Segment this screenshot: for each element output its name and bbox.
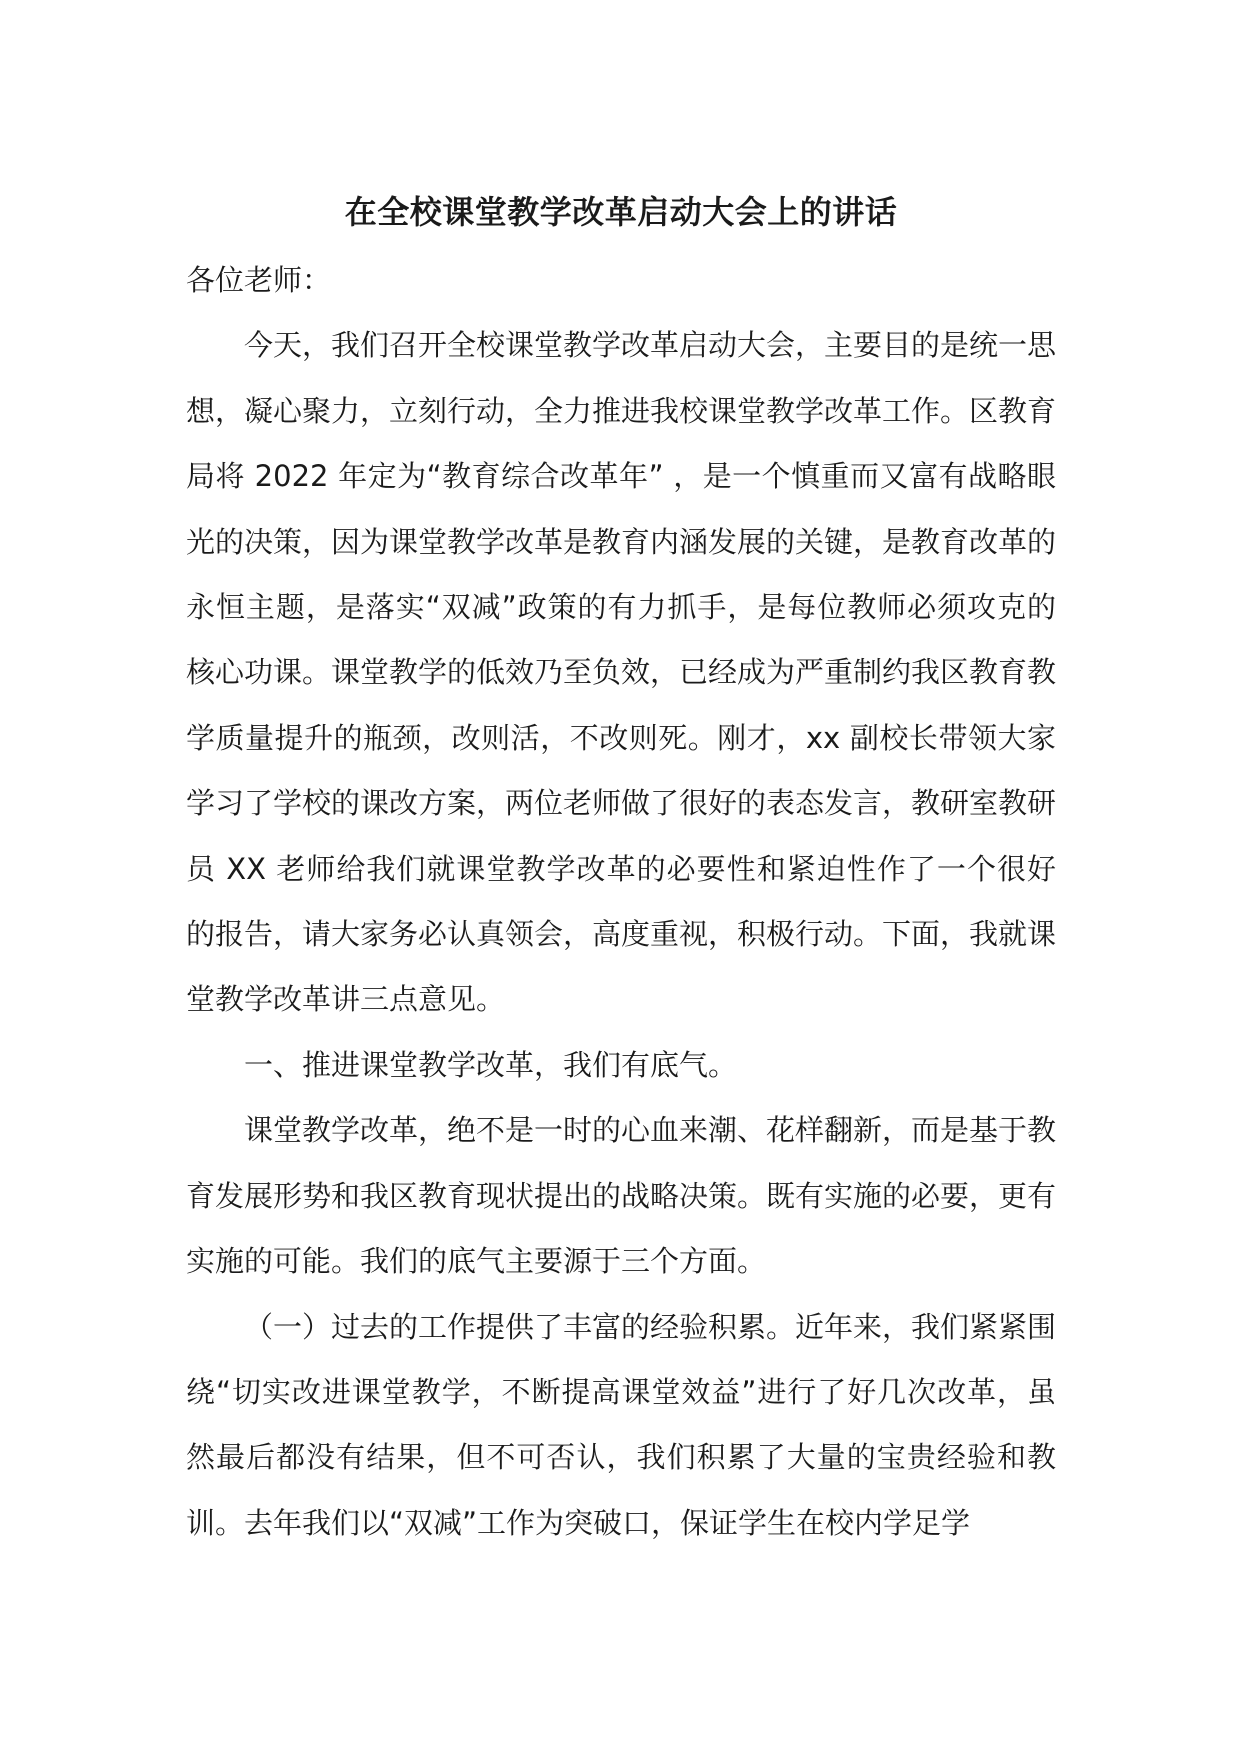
paragraph-section-1-intro: 课堂教学改革，绝不是一时的心血来潮、花样翻新，而是基于教育发展形势和我区教育现状提出的战略决策。既有实施的必要，更有实施的可能。我们的底气主要源于三个方面。 — [186, 1113, 1057, 1279]
document-body — [186, 190, 1056, 1556]
document-title: 在全校课堂教学改革启动大会上的讲话 — [344, 193, 898, 231]
paragraph-subsection-1: （一）过去的工作提供了丰富的经验积累。近年来，我们紧紧围绕“切实改进课堂教学，不断提高课堂效益”进行了好几次改革，虽然最后都没有结果，但不可否认，我们积累了大量的宝贵经验和教训。去年我们以“双减”工作为突破口，保证学生在校内学足学 — [186, 1309, 1057, 1540]
salutation: 各位老师： — [186, 263, 332, 297]
paragraph-opening: 今天，我们召开全校课堂教学改革启动大会，主要目的是统一思想，凝心聚力，立刻行动，全力推进我校课堂教学改革工作。区教育局将 2022 年定为“教育综合改革年” ，是一个慎重而又富有战略眼光的决策，因为课堂教学改革是教育内涵发展的关键，是教育改革的永恒主题，是落实“双减”政策的有力抓手，是每位教师必须攻克的核心功课。课堂教学的低效乃至负效，已经成为严重制约我区教育教学质量提升的瓶颈，改则活，不改则死。刚才，xx 副校长带领大家学习了学校的课改方案，两位老师做了很好的表态发言，教研室教研员 XX 老师给我们就课堂教学改革的必要性和紧迫性作了一个很好的报告，请大家务必认真领会，高度重视，积极行动。下面，我就课堂教学改革讲三点意见。 — [186, 328, 1057, 1017]
section-heading-1: 一、推进课堂教学改革，我们有底气。 — [244, 1047, 738, 1082]
